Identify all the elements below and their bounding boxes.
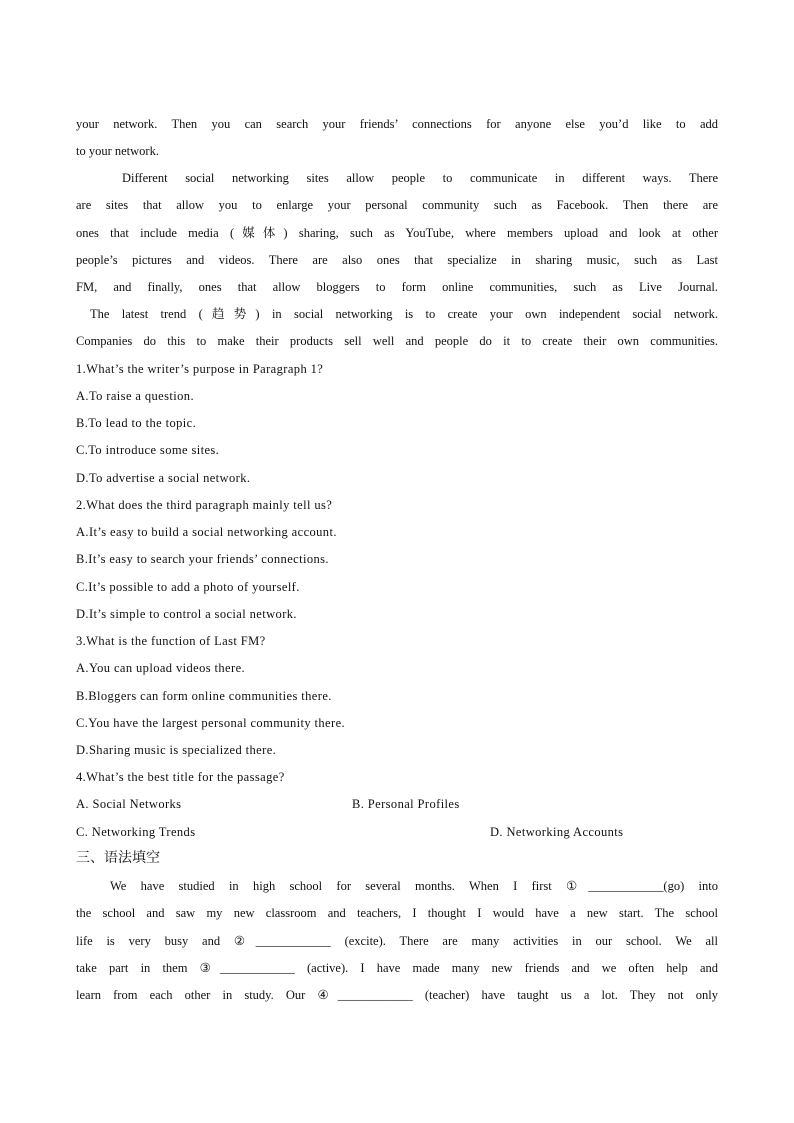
cloze-line: learn from each other in study. Our ④____________ (teacher) have taught us a lot. They not only (76, 988, 718, 1002)
passage-line: ones that include media (媒体) sharing, such as YouTube, where members upload and look at other (76, 226, 718, 240)
answer-option: D.Sharing music is specialized there. (76, 743, 277, 757)
answer-option: C. Networking Trends (76, 825, 196, 839)
answer-option: B.To lead to the topic. (76, 416, 197, 430)
question-stem: 2.What does the third paragraph mainly tell us? (76, 498, 333, 512)
passage-line: Companies do this to make their products sell well and people do it to create their own communities. (76, 334, 718, 348)
answer-option: A.You can upload videos there. (76, 661, 246, 675)
question-stem: 3.What is the function of Last FM? (76, 634, 266, 648)
passage-line: are sites that allow you to enlarge your personal community such as Facebook. Then there are (76, 198, 718, 212)
answer-option: C.It’s possible to add a photo of yourself. (76, 580, 300, 594)
cloze-line: life is very busy and ②____________ (excite). There are many activities in our school. We all (76, 934, 718, 948)
answer-option: B. Personal Profiles (352, 797, 460, 811)
passage-line: to your network. (76, 144, 159, 158)
answer-option: D.To advertise a social network. (76, 471, 251, 485)
cloze-line: the school and saw my new classroom and teachers, I thought I would have a new start. The school (76, 906, 718, 920)
cloze-line: take part in them ③____________ (active). I have made many new friends and we often help and (76, 961, 718, 975)
answer-option: A.It’s easy to build a social networking account. (76, 525, 337, 539)
answer-option: B.Bloggers can form online communities there. (76, 689, 332, 703)
passage-line: Different social networking sites allow people to communicate in different ways. There (122, 171, 718, 185)
passage-line: your network. Then you can search your friends’ connections for anyone else you’d like to add (76, 117, 718, 131)
answer-option: A.To raise a question. (76, 389, 194, 403)
question-stem: 4.What’s the best title for the passage? (76, 770, 285, 784)
passage-line: The latest trend (趋势) in social networking is to create your own independent social network. (90, 307, 718, 321)
question-stem: 1.What’s the writer’s purpose in Paragraph 1? (76, 362, 324, 376)
answer-option: D.It’s simple to control a social network. (76, 607, 297, 621)
passage-line: people’s pictures and videos. There are also ones that specialize in sharing music, such as Last (76, 253, 718, 267)
answer-option: D. Networking Accounts (490, 825, 624, 839)
section-heading: 三、语法填空 (76, 850, 160, 866)
answer-option: C.To introduce some sites. (76, 443, 220, 457)
passage-line: FM, and finally, ones that allow bloggers to form online communities, such as Live Journal. (76, 280, 718, 294)
answer-option: A. Social Networks (76, 797, 182, 811)
cloze-line: We have studied in high school for several months. When I first ①____________(go) into (110, 879, 718, 893)
answer-option: C.You have the largest personal community there. (76, 716, 346, 730)
answer-option: B.It’s easy to search your friends’ connections. (76, 552, 329, 566)
